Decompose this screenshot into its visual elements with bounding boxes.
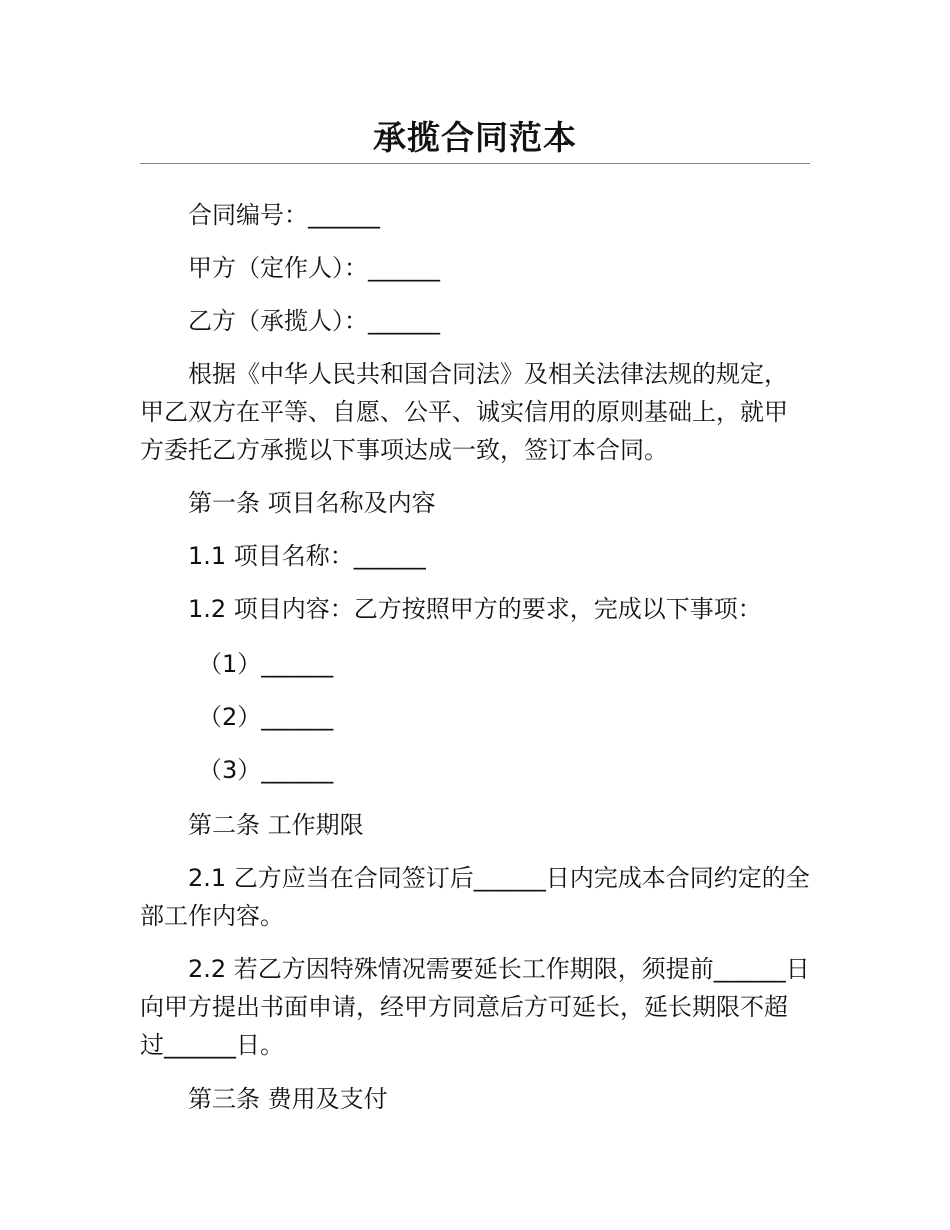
list-item-1: （1）______ bbox=[198, 650, 334, 678]
list-item-2: （2）______ bbox=[198, 703, 334, 731]
article-1-heading: 第一条 项目名称及内容 bbox=[188, 489, 436, 517]
clause-2-2: 2.2 若乙方因特殊情况需要延长工作期限，须提前______日向甲方提出书面申请，经甲方同意后方可延长，延长期限不超过______日。 bbox=[140, 955, 810, 1059]
title-underline bbox=[140, 163, 810, 164]
document-title: 承揽合同范本 bbox=[373, 118, 577, 157]
clause-1-1: 1.1 项目名称：______ bbox=[188, 542, 426, 570]
party-b: 乙方（承揽人）：______ bbox=[188, 307, 440, 335]
clause-1-2: 1.2 项目内容：乙方按照甲方的要求，完成以下事项： bbox=[188, 595, 762, 623]
clause-2-1: 2.1 乙方应当在合同签订后______日内完成本合同约定的全部工作内容。 bbox=[140, 864, 810, 930]
contract-number: 合同编号：______ bbox=[188, 201, 380, 229]
preamble-paragraph: 根据《中华人民共和国合同法》及相关法律法规的规定，甲乙双方在平等、自愿、公平、诚实信用的原则基础上，就甲方委托乙方承揽以下事项达成一致，签订本合同。 bbox=[140, 360, 788, 464]
party-a: 甲方（定作人）：______ bbox=[188, 254, 440, 282]
article-2-heading: 第二条 工作期限 bbox=[188, 811, 364, 839]
article-3-heading: 第三条 费用及支付 bbox=[188, 1085, 388, 1113]
list-item-3: （3）______ bbox=[198, 756, 334, 784]
